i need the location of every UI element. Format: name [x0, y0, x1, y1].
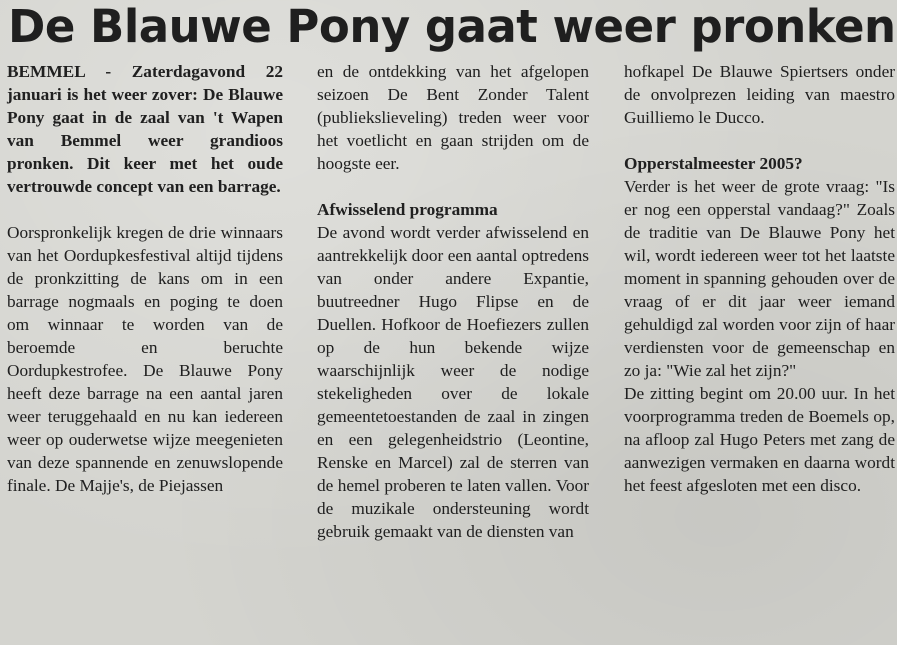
column-1 [7, 60, 283, 497]
column-2 [317, 60, 589, 543]
body-paragraph: De zitting begint om 20.00 uur. In het voorprogramma treden de Boemels op, na afloop zal Hugo Peters met zang de aanwezigen vermaken en daarna wordt het feest afgesloten met een disco. [624, 384, 895, 495]
body-paragraph: Verder is het weer de grote vraag: "Is er nog een opperstal vandaag?" Zoals de traditie van De Blauwe Pony het wil, wordt iedereen weer tot het laatste moment in spanning gehouden over de vraag of er dit jaar weer iemand gehuldigd zal worden voor zijn of haar verdiensten voor de gemeenschap en zo ja: "Wie zal het zijn?" [624, 177, 895, 380]
headline: De Blauwe Pony gaat weer pronken [8, 0, 896, 53]
body-paragraph: hofkapel De Blauwe Spiertsers onder de onvolprezen leiding van maestro Guilliemo le Ducco. [624, 62, 895, 127]
subheading: Opperstalmeester 2005? [624, 154, 803, 173]
body-paragraph: en de ontdekking van het afgelopen seizoen De Bent Zonder Talent (publiekslieveling) treden weer voor het voetlicht en gaan strijden om de hoogste eer. [317, 62, 589, 173]
body-paragraph: De avond wordt verder afwisselend en aantrekkelijk door een aantal optredens van onder andere Expantie, buutreedner Hugo Flipse en de Duellen. Hofkoor de Hoefiezers zullen op de hun bekende wijze waarschijnlijk weer de nodige stekeligheden over de lokale gemeentetoestanden de zaal in zingen en een gelegenheidstrio (Leontine, Renske en Marcel) zal de sterren van de hemel proberen te laten vallen. Voor de muzikale ondersteuning wordt gebruik gemaakt van de diensten van [317, 223, 589, 541]
subheading: Afwisselend programma [317, 200, 498, 219]
body-paragraph: Oorspronkelijk kregen de drie winnaars van het Oordupkesfestival altijd tijdens de pronkzitting de kans om in een barrage nogmaals en poging te doen om winnaar te worden van de beroemde en beruchte Oordupkestrofee. De Blauwe Pony heeft deze barrage na een aantal jaren weer teruggehaald en nu kan iedereen weer op ouderwetse wijze meegenieten van deze spannende en zenuwslopende finale. De Majje's, de Piejassen [7, 223, 283, 495]
lead-paragraph: BEMMEL - Zaterdagavond 22 januari is het weer zover: De Blauwe Pony gaat in de zaal van 't Wapen van Bemmel weer grandioos pronken. Dit keer met het oude vertrouwde concept van een barrage. [7, 62, 283, 196]
column-3 [624, 60, 895, 497]
